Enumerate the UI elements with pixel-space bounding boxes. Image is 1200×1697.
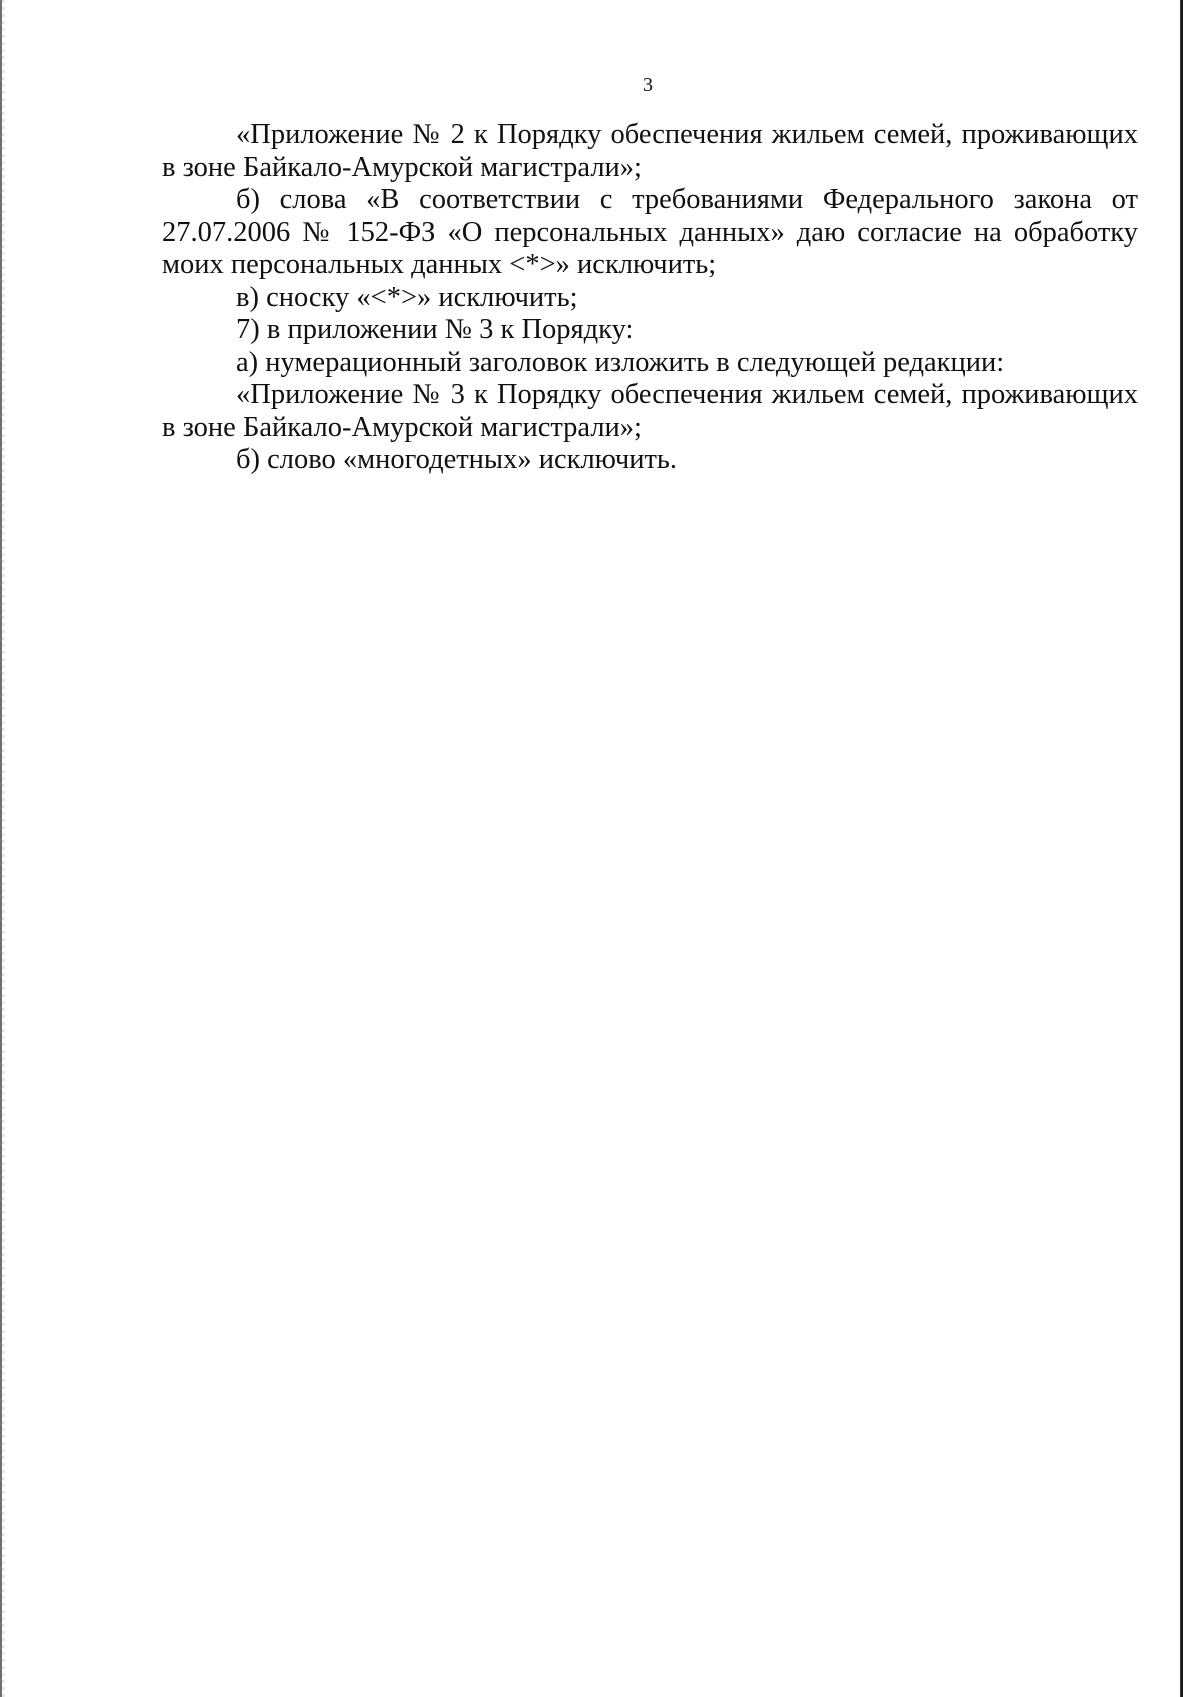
paragraph-item-a-heading: а) нумерационный заголовок изложить в следующей редакции: (236, 346, 1005, 378)
scan-right-edge (1181, 0, 1200, 1697)
paragraph-item-b-words: б) слова «В соответствии с требованиями Федерального закона от 27.07.2006 № 152-ФЗ «О персональных данных» даю согласие на обработку моих персональных данных <*>» исключить; (162, 184, 1138, 280)
paragraph-item-7: 7) в приложении № 3 к Порядку: (236, 314, 634, 345)
paragraph-item-b-word: б) слово «многодетных» исключить. (236, 444, 678, 475)
page-number: 3 (643, 74, 653, 96)
scan-left-noise (2, 0, 5, 1697)
paragraph-item-v-footnote: в) сноску «<*>» исключить; (236, 281, 578, 313)
paragraph-appendix-3-title: «Приложение № 3 к Порядку обеспечения жильем семей, проживающих в зоне Байкало-Амурской магистрали»; (162, 379, 1138, 443)
document-body (162, 119, 1138, 477)
paragraph-appendix-2-title: «Приложение № 2 к Порядку обеспечения жильем семей, проживающих в зоне Байкало-Амурской магистрали»; (162, 119, 1138, 183)
